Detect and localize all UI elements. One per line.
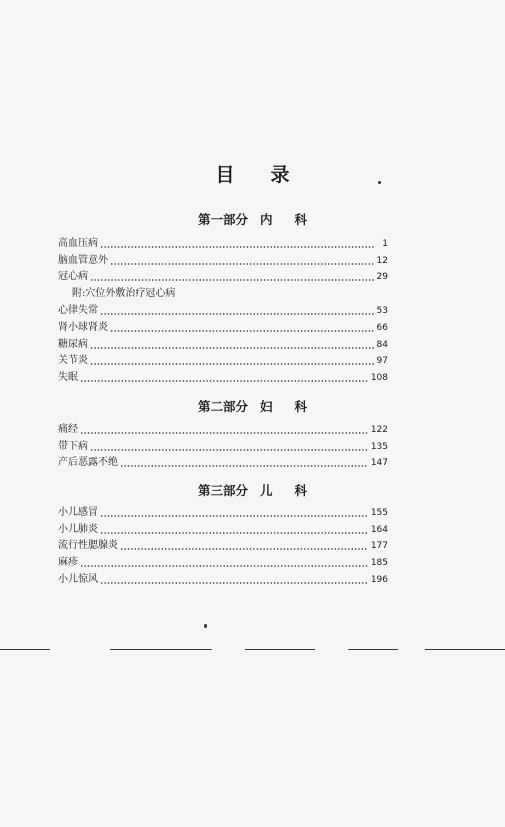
scan-line-artifact bbox=[348, 649, 398, 650]
dot-leader bbox=[80, 432, 368, 434]
title-char-1: 目 bbox=[215, 164, 235, 186]
dot-leader bbox=[90, 449, 368, 451]
toc-entry[interactable]: 脑血管意外 12 bbox=[58, 254, 388, 266]
toc-entry[interactable]: 失眠 108 bbox=[58, 372, 388, 384]
scan-line-artifact bbox=[110, 649, 212, 650]
toc-entry[interactable]: 带下病 135 bbox=[58, 440, 388, 452]
dot-leader bbox=[100, 313, 374, 315]
dot-leader bbox=[110, 330, 374, 332]
title-char-2: 录 bbox=[270, 164, 290, 186]
dot-leader bbox=[90, 279, 374, 281]
scan-line-artifact bbox=[0, 649, 50, 650]
dot-leader bbox=[120, 548, 368, 550]
dot-leader bbox=[90, 347, 374, 349]
section-heading-pediatrics: 第三部分 儿 科 bbox=[197, 483, 308, 498]
toc-entry[interactable]: 糖尿病 84 bbox=[58, 338, 388, 350]
toc-entry[interactable]: 冠心病 29 bbox=[58, 271, 388, 283]
toc-entry[interactable]: 痛经 122 bbox=[58, 423, 388, 435]
page-title bbox=[0, 160, 505, 187]
dot-leader bbox=[110, 263, 374, 265]
scan-speck bbox=[204, 624, 207, 628]
section-heading-gynecology: 第二部分 妇 科 bbox=[197, 399, 308, 414]
toc-entry[interactable]: 肾小球肾炎 66 bbox=[58, 321, 388, 333]
toc-entry[interactable]: 小儿惊风 196 bbox=[58, 573, 388, 585]
dot-leader bbox=[100, 582, 368, 584]
toc-note[interactable]: 附:穴位外敷治疗冠心病 bbox=[72, 288, 176, 300]
toc-list-section-2 bbox=[58, 419, 388, 469]
dot-leader bbox=[90, 363, 374, 365]
toc-list-section-3 bbox=[58, 502, 388, 586]
dot-leader bbox=[80, 565, 368, 567]
scan-line-artifact bbox=[425, 649, 505, 650]
dot-leader bbox=[100, 515, 368, 517]
toc-entry[interactable]: 流行性腮腺炎 177 bbox=[58, 540, 388, 552]
toc-entry[interactable]: 心律失常 53 bbox=[58, 304, 388, 316]
toc-list-section-1 bbox=[58, 233, 388, 384]
toc-entry[interactable]: 小儿肺炎 164 bbox=[58, 523, 388, 535]
dot-leader bbox=[120, 465, 368, 467]
dot-leader bbox=[80, 380, 368, 382]
toc-entry[interactable]: 关节炎 97 bbox=[58, 355, 388, 367]
toc-entry[interactable]: 高血压病 1 bbox=[58, 237, 388, 249]
scan-speck bbox=[378, 181, 381, 184]
scan-line-artifact bbox=[245, 649, 315, 650]
dot-leader bbox=[100, 246, 375, 248]
toc-entry[interactable]: 产后恶露不绝 147 bbox=[58, 457, 388, 469]
toc-entry[interactable]: 小儿感冒 155 bbox=[58, 506, 388, 518]
toc-entry[interactable]: 麻疹 185 bbox=[58, 557, 388, 569]
dot-leader bbox=[100, 532, 368, 534]
section-heading-internal-medicine: 第一部分 内 科 bbox=[197, 212, 308, 227]
